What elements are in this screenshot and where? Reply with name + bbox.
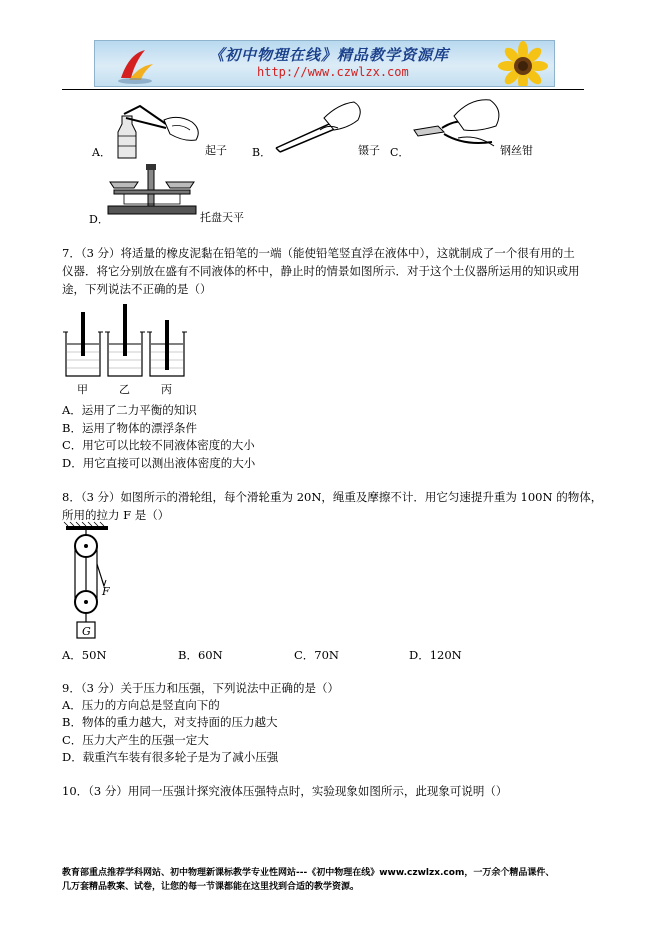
q7-option-a[interactable]: A．运用了二力平衡的知识: [62, 403, 197, 417]
q7-option-d[interactable]: D．用它直接可以测出液体密度的大小: [62, 456, 256, 470]
q7-option-b[interactable]: B．运用了物体的漂浮条件: [62, 421, 197, 435]
beaker-label-yi: 乙: [119, 383, 130, 396]
q6-option-c-label: 钢丝钳: [500, 144, 533, 157]
beaker-label-jia: 甲: [77, 383, 88, 396]
q7-stem-line1: 7．（3 分）将适量的橡皮泥黏在铅笔的一端（能使铅笔竖直浮在液体中），这就制成了一个很有用的土: [62, 246, 575, 260]
q6-option-a-letter[interactable]: A．: [92, 146, 111, 159]
q9-option-b[interactable]: B．物体的重力越大，对支持面的压力越大: [62, 715, 278, 729]
beakers-figure: [62, 302, 188, 380]
q6-option-c-letter[interactable]: C．: [390, 146, 410, 159]
footer-line1: 教育部重点推荐学科网站、初中物理新课标教学专业性网站---《初中物理在线》www.czwlzx.com，一万余个精品课件、: [62, 868, 555, 878]
q8-option-c[interactable]: C．70N: [294, 648, 339, 662]
balance-scale-figure: [104, 160, 200, 216]
footer-line2: 几万套精品教案、试卷，让您的每一节课都能在这里找到合适的教学资源。: [62, 882, 360, 892]
bottle-opener-figure: [108, 100, 208, 160]
q7-stem-line2: 仪器．将它分别放在盛有不同液体的杯中，静止时的情景如图所示．对于这个土仪器所运用的知识或用: [62, 264, 580, 278]
banner-title: 《初中物理在线》精品教学资源库: [209, 46, 450, 64]
q8-option-b[interactable]: B．60N: [178, 648, 223, 662]
beaker-label-bing: 丙: [161, 383, 172, 396]
q7-stem-line3: 途，下列说法不正确的是（）: [62, 282, 212, 296]
q9-option-a[interactable]: A．压力的方向总是竖直向下的: [62, 698, 220, 712]
sunflower-icon: [493, 41, 553, 86]
q9-stem: 9．（3 分）关于压力和压强，下列说法中正确的是（）: [62, 681, 340, 695]
site-logo-icon: [115, 44, 155, 84]
q7-option-c[interactable]: C．用它可以比较不同液体密度的大小: [62, 438, 255, 452]
q8-stem-line2: 所用的拉力 F 是（）: [62, 508, 170, 522]
q10-stem: 10．（3 分）用同一压强计探究液体压强特点时，实验现象如图所示，此现象可说明（）: [62, 784, 508, 798]
header-rule: [62, 89, 584, 90]
weight-label: G: [82, 625, 91, 638]
banner-url[interactable]: http://www.czwlzx.com: [257, 65, 409, 79]
beaker-yi: [105, 304, 145, 376]
q8-option-a[interactable]: A．50N: [62, 648, 107, 662]
q9-option-c[interactable]: C．压力大产生的压强一定大: [62, 733, 209, 747]
tweezers-figure: [268, 96, 368, 156]
q6-option-b-label: 镊子: [358, 144, 380, 157]
q6-option-d-label: 托盘天平: [200, 211, 244, 224]
page-footer: [62, 866, 554, 894]
beaker-jia: [63, 312, 103, 376]
q8-stem-line1: 8．（3 分）如图所示的滑轮组，每个滑轮重为 20N，绳重及摩擦不计．用它匀速提升重为 100N 的物体，: [62, 490, 603, 504]
pulley-system-figure: [62, 524, 122, 644]
pliers-figure: [408, 94, 508, 156]
q6-option-a-label: 起子: [205, 144, 227, 157]
q6-option-d-letter[interactable]: D．: [89, 213, 109, 226]
q8-option-d[interactable]: D．120N: [409, 648, 462, 662]
q9-option-d[interactable]: D．载重汽车装有很多轮子是为了减小压强: [62, 750, 279, 764]
force-label: F: [102, 585, 110, 598]
header-banner: [94, 40, 555, 87]
q6-option-b-letter[interactable]: B．: [252, 146, 272, 159]
beaker-bing: [147, 320, 187, 376]
